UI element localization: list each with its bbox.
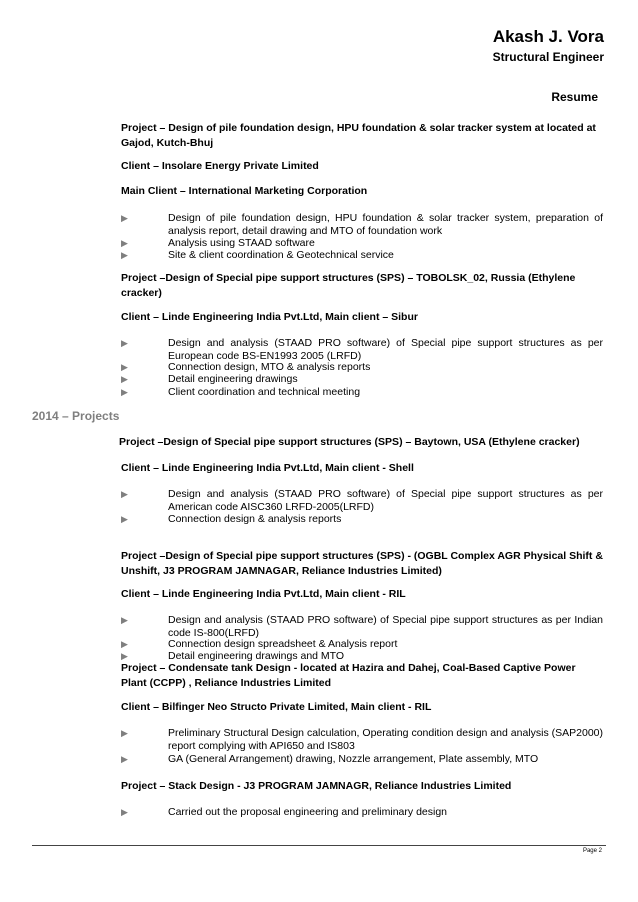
list-item: ▶ Connection design & analysis reports [121,513,342,525]
candidate-name: Akash J. Vora [492,27,604,46]
page-number: Page 2 [582,848,602,854]
list-item: ▶ Design of pile foundation design, HPU foundation & solar tracker system, preparation of analysis report, detail drawing and MTO of foundation work [121,212,603,237]
triangle-right-icon: ▶ [121,489,128,499]
triangle-right-icon: ▶ [121,639,128,649]
triangle-right-icon: ▶ [121,807,128,817]
project-title: Project – Stack Design - J3 PROGRAM JAMNAGR, Reliance Industries Limited [121,780,512,792]
footer-divider [32,845,606,846]
triangle-right-icon: ▶ [121,615,128,625]
project-title: Project –Design of Special pipe support structures (SPS) – Baytown, USA (Ethylene cracker) [119,436,580,448]
client-line: Client – Linde Engineering India Pvt.Ltd, Main client - RIL [121,588,406,600]
list-item: ▶ Site & client coordination & Geotechnical service [121,249,394,261]
job-title: Structural Engineer [492,50,604,64]
project-title: Project – Condensate tank Design - located at Hazira and Dahej, Coal-Based Captive Power Plant (CCPP) , Reliance Industries Limited [121,662,576,689]
triangle-right-icon: ▶ [121,238,128,248]
triangle-right-icon: ▶ [121,514,128,524]
list-item: ▶ Design and analysis (STAAD PRO software) of Special pipe support structures as per Indian code IS-800(LRFD) [121,614,603,639]
list-item: ▶ Client coordination and technical meeting [121,386,361,398]
triangle-right-icon: ▶ [121,754,128,764]
list-item: ▶ Preliminary Structural Design calculation, Operating condition design and analysis (SAP2000) report complying with API650 and IS803 [121,727,603,752]
resume-heading: Resume [551,90,598,104]
client-line: Client – Bilfinger Neo Structo Private Limited, Main client - RIL [121,701,432,713]
main-client-line: Main Client – International Marketing Corporation [121,185,368,197]
client-line: Client – Linde Engineering India Pvt.Ltd, Main client – Sibur [121,311,418,323]
project-title: Project –Design of Special pipe support structures (SPS) - (OGBL Complex AGR Physical Shift & Unshift, J3 PROGRAM JAMNAGAR, Reliance Industries Limited) [121,550,603,577]
project-title: Project –Design of Special pipe support structures (SPS) – TOBOLSK_02, Russia (Ethylene cracker) [121,272,576,299]
triangle-right-icon: ▶ [121,651,128,661]
list-item: ▶ GA (General Arrangement) drawing, Nozzle arrangement, Plate assembly, MTO [121,753,539,765]
list-item: ▶ Detail engineering drawings [121,373,298,385]
list-item: ▶ Connection design, MTO & analysis reports [121,361,371,373]
list-item: ▶ Carried out the proposal engineering and preliminary design [121,806,448,818]
client-line: Client – Linde Engineering India Pvt.Ltd, Main client - Shell [121,462,414,474]
triangle-right-icon: ▶ [121,338,128,348]
triangle-right-icon: ▶ [121,374,128,384]
triangle-right-icon: ▶ [121,728,128,738]
client-line: Client – Insolare Energy Private Limited [121,160,319,172]
section-heading: 2014 – Projects [32,409,120,423]
triangle-right-icon: ▶ [121,362,128,372]
list-item: ▶ Detail engineering drawings and MTO [121,650,345,662]
list-item: ▶ Connection design spreadsheet & Analysis report [121,638,398,650]
list-item: ▶ Design and analysis (STAAD PRO software) of Special pipe support structures as per European code BS-EN1993 2005 (LRFD) [121,337,603,362]
triangle-right-icon: ▶ [121,213,128,223]
list-item: ▶ Design and analysis (STAAD PRO software) of Special pipe support structures as per American code AISC360 LRFD-2005(LRFD) [121,488,603,513]
project-title: Project – Design of pile foundation design, HPU foundation & solar tracker system at located at Gajod, Kutch-Bhuj [121,122,596,149]
list-item: ▶ Analysis using STAAD software [121,237,315,249]
triangle-right-icon: ▶ [121,387,128,397]
triangle-right-icon: ▶ [121,250,128,260]
